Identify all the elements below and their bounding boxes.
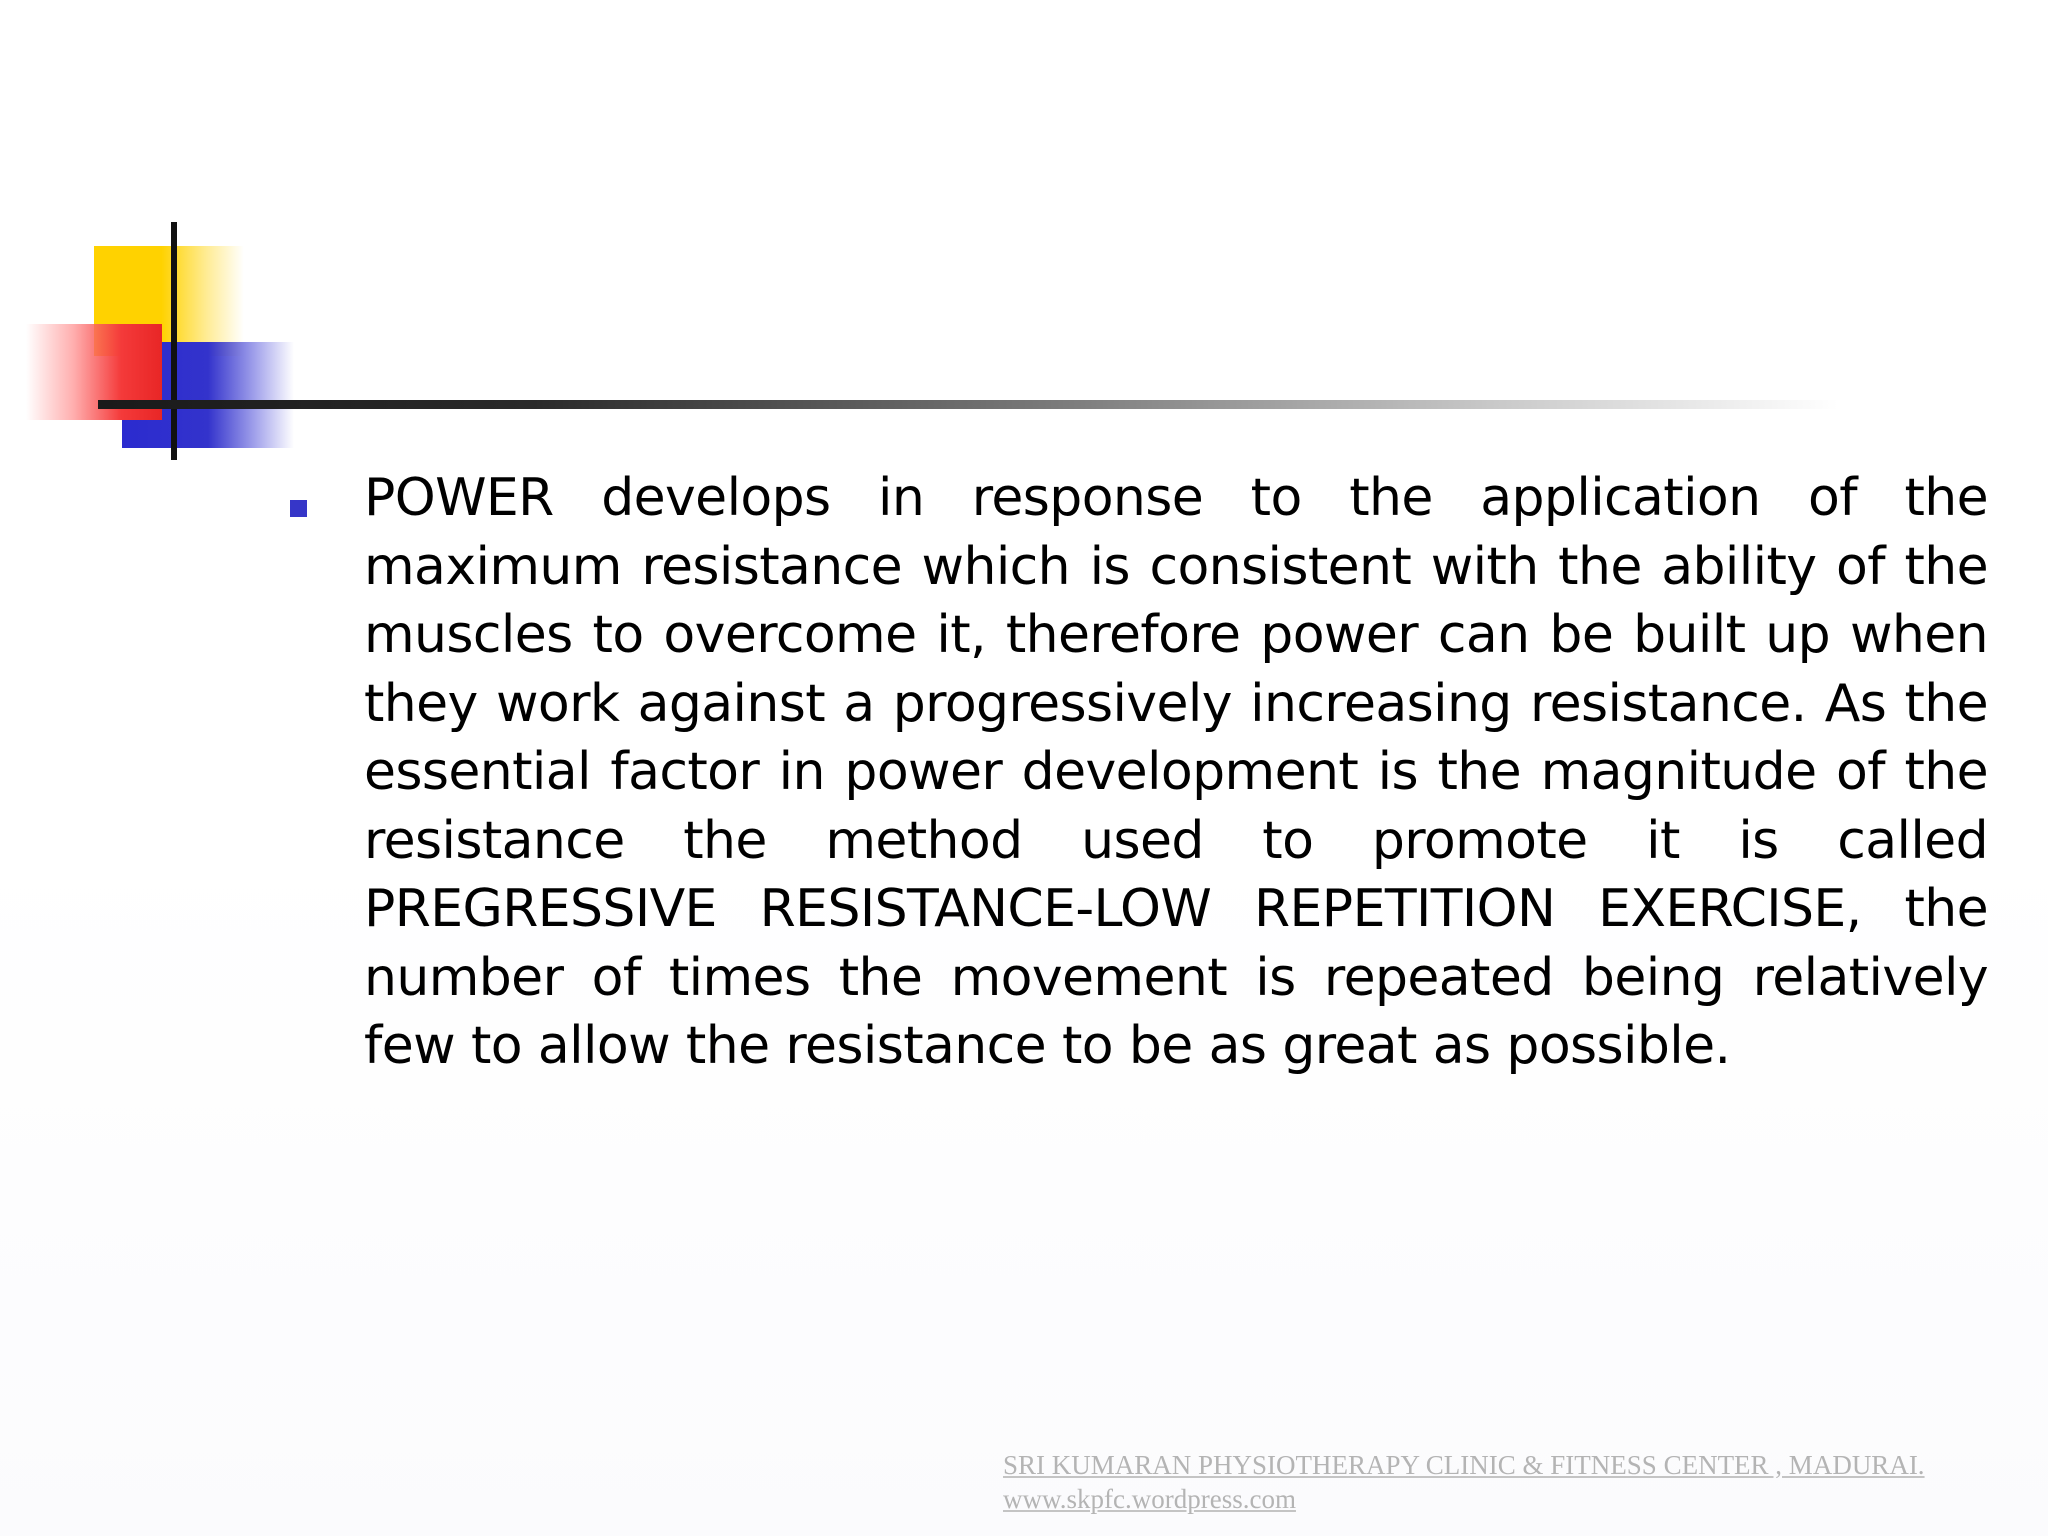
horizontal-rule-decoration [98,400,1838,409]
footer-organization: SRI KUMARAN PHYSIOTHERAPY CLINIC & FITNESS CENTER , MADURAI. [1003,1450,1925,1480]
footer [1003,1448,1925,1516]
footer-website-link[interactable]: www.skpfc.wordpress.com [1003,1484,1296,1514]
vertical-rule-decoration [171,222,177,460]
slide-body [288,464,1988,1081]
bullet-text: POWER develops in response to the application of the maximum resistance which is consistent with the ability of the muscles to overcome it, therefore power can be built up when they work against a progressively increasing resistance. As the essential factor in power development is the magnitude of the resistance the method used to promote it is called PREGRESSIVE RESISTANCE-LOW REPETITION EXERCISE, the number of times the movement is repeated being relatively few to allow the resistance to be as great as possible. [364,468,1988,1076]
bullet-item [288,464,1988,1081]
square-bullet-icon [290,500,307,517]
